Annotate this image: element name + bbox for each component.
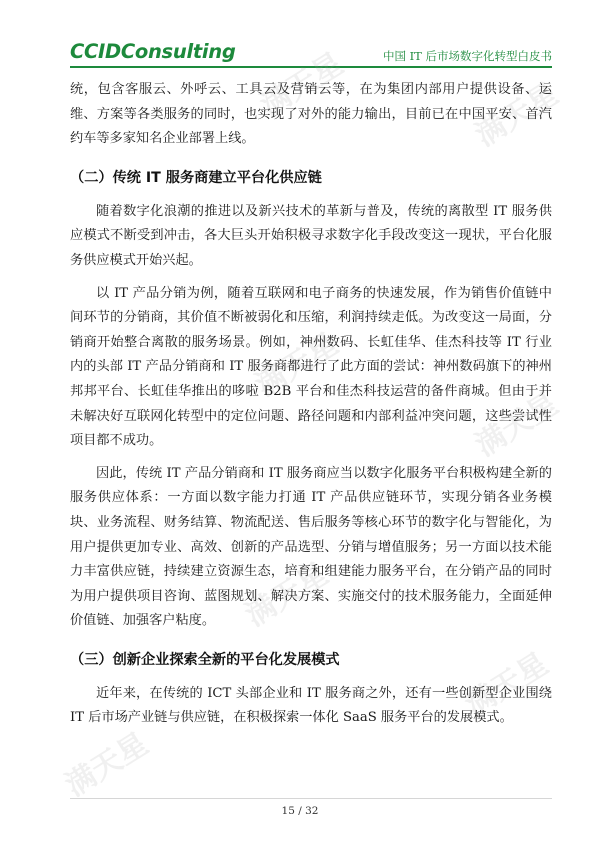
watermark: 满天星	[249, 326, 345, 404]
page-content	[70, 78, 552, 739]
page-number: 15 / 32	[281, 805, 319, 817]
footer-divider	[70, 798, 552, 799]
watermark: 满天星	[239, 556, 335, 634]
section-heading: （三）创新企业探索全新的平台化发展模式	[70, 651, 340, 668]
watermark: 满天星	[59, 726, 155, 804]
paragraph: 随着数字化浪潮的推进以及新兴技术的革新与普及，传统的离散型 IT 服务供应模式不断受到冲击，各大巨头开始积极寻求数字化手段改变这一现状，平台化服务供应模式开始兴起。	[70, 203, 552, 268]
document-title: 中国 IT 后市场数字化转型白皮书	[382, 49, 552, 63]
watermark: 满天星	[254, 46, 350, 124]
ccid-logo: CCIDConsulting	[70, 40, 236, 63]
section-heading: （二）传统 IT 服务商建立平台化供应链	[70, 169, 322, 186]
watermark: 满天星	[469, 386, 565, 464]
paragraph: 统，包含客服云、外呼云、工具云及营销云等，在为集团内部用户提供设备、运维、方案等各类服务的同时，也实现了对外的能力输出，目前已在中国平安、首汽约车等多家知名企业部署上线。	[70, 82, 552, 147]
watermark: 满天星	[459, 646, 555, 724]
paragraph: 以 IT 产品分销为例，随着互联网和电子商务的快速发展，作为销售价值链中间环节的分销商，其价值不断被弱化和压缩，利润持续走低。为改变这一局面，分销商开始整合离散的服务场景。例如，神州数码、长虹佳华、佳杰科技等 IT 行业内的头部 IT 产品分销商和 IT 服务商都进行了此方面的尝试：神州数码旗下的神州邦邦平台、长虹佳华推出的哆啦 B2B 平台和佳杰科技运营的备件商城。但由于并未解决好互联网化转型中的定位问题、路径问题和内部利益冲突问题，这些尝试性项目都不成功。	[70, 285, 552, 449]
page-header	[70, 38, 552, 70]
paragraph: 因此，传统 IT 产品分销商和 IT 服务商应当以数字化服务平台积极构建全新的服务供应体系：一方面以数字能力打通 IT 产品供应链环节，实现分销各业务模块、业务流程、财务结算、物流配送、售后服务等核心环节的数字化与智能化，为用户提供更加专业、高效、创新的产品选型、分销与增值服务；另一方面以技术能力丰富供应链，持续建立资源生态，培育和组建能力服务平台，在分销产品的同时为用户提供项目咨询、蓝图规划、解决方案、实施交付的技术服务能力，全面延伸价值链、加强客户粘度。	[70, 465, 552, 629]
watermark: 满天星	[469, 76, 565, 154]
paragraph: 近年来，在传统的 ICT 头部企业和 IT 服务商之外，还有一些创新型企业围绕 IT 后市场产业链与供应链，在积极探索一体化 SaaS 服务平台的发展模式。	[70, 685, 552, 726]
header-divider	[70, 66, 552, 68]
